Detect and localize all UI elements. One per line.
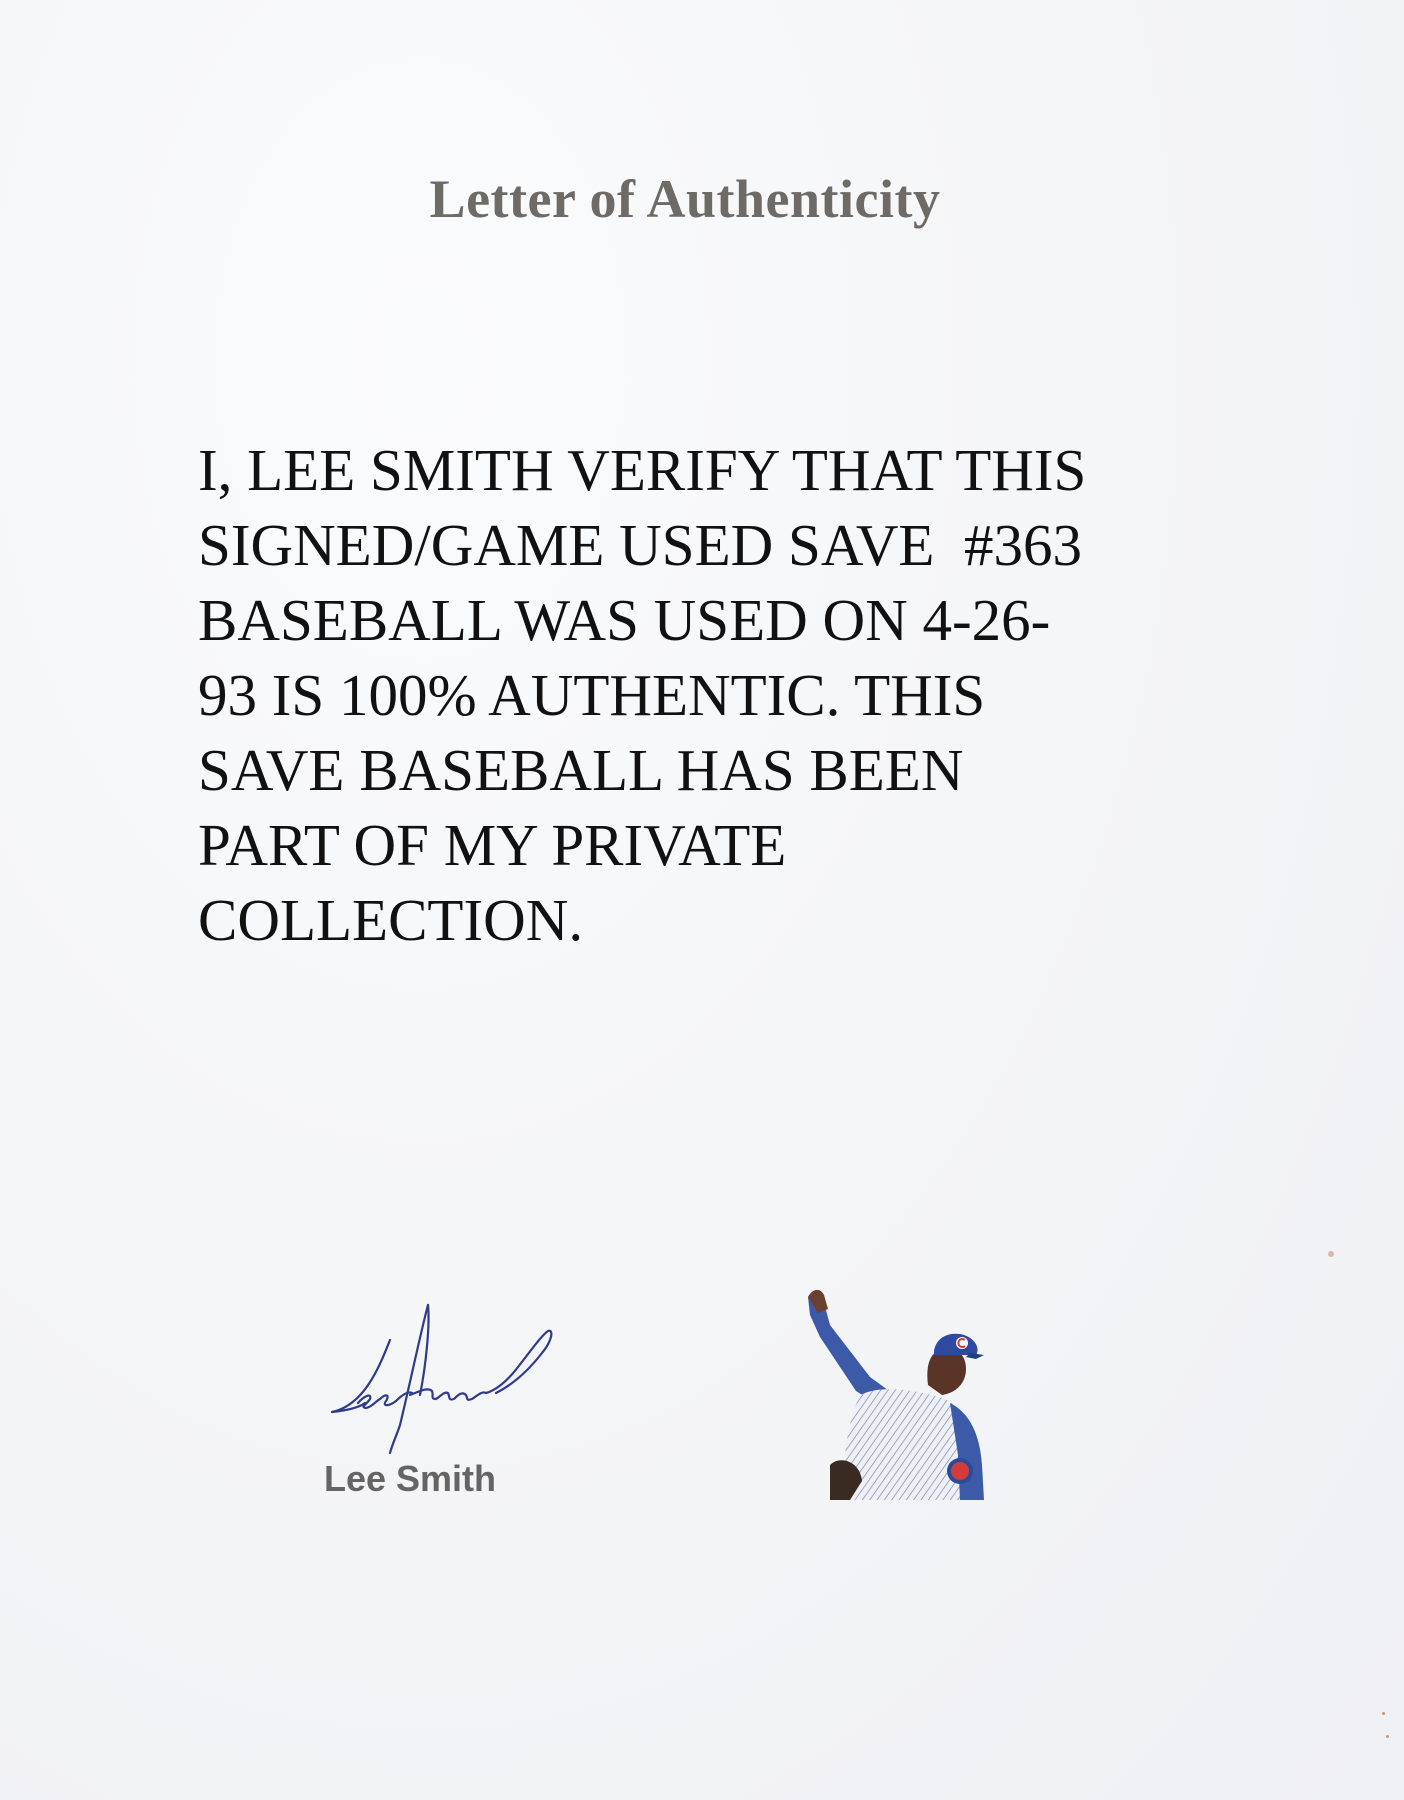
scan-speck	[1382, 1712, 1385, 1715]
handwritten-signature	[320, 1295, 580, 1465]
body-line: PART OF MY PRIVATE	[198, 812, 787, 878]
letter-title: Letter of Authenticity	[429, 169, 941, 229]
scan-speck	[1328, 1251, 1334, 1257]
body-line: SAVE BASEBALL HAS BEEN	[198, 737, 964, 803]
scan-speck	[1386, 1735, 1389, 1738]
pitcher-photo	[800, 1285, 1020, 1500]
body-line: SIGNED/GAME USED SAVE #363	[198, 512, 1082, 578]
body-line: 93 IS 100% AUTHENTIC. THIS	[198, 662, 986, 728]
body-line: BASEBALL WAS USED ON 4-26-	[198, 587, 1051, 653]
letter-body	[198, 433, 1238, 958]
body-line: COLLECTION.	[198, 887, 584, 953]
signature-name: Lee Smith	[324, 1458, 497, 1499]
body-line: I, LEE SMITH VERIFY THAT THIS	[198, 437, 1087, 503]
